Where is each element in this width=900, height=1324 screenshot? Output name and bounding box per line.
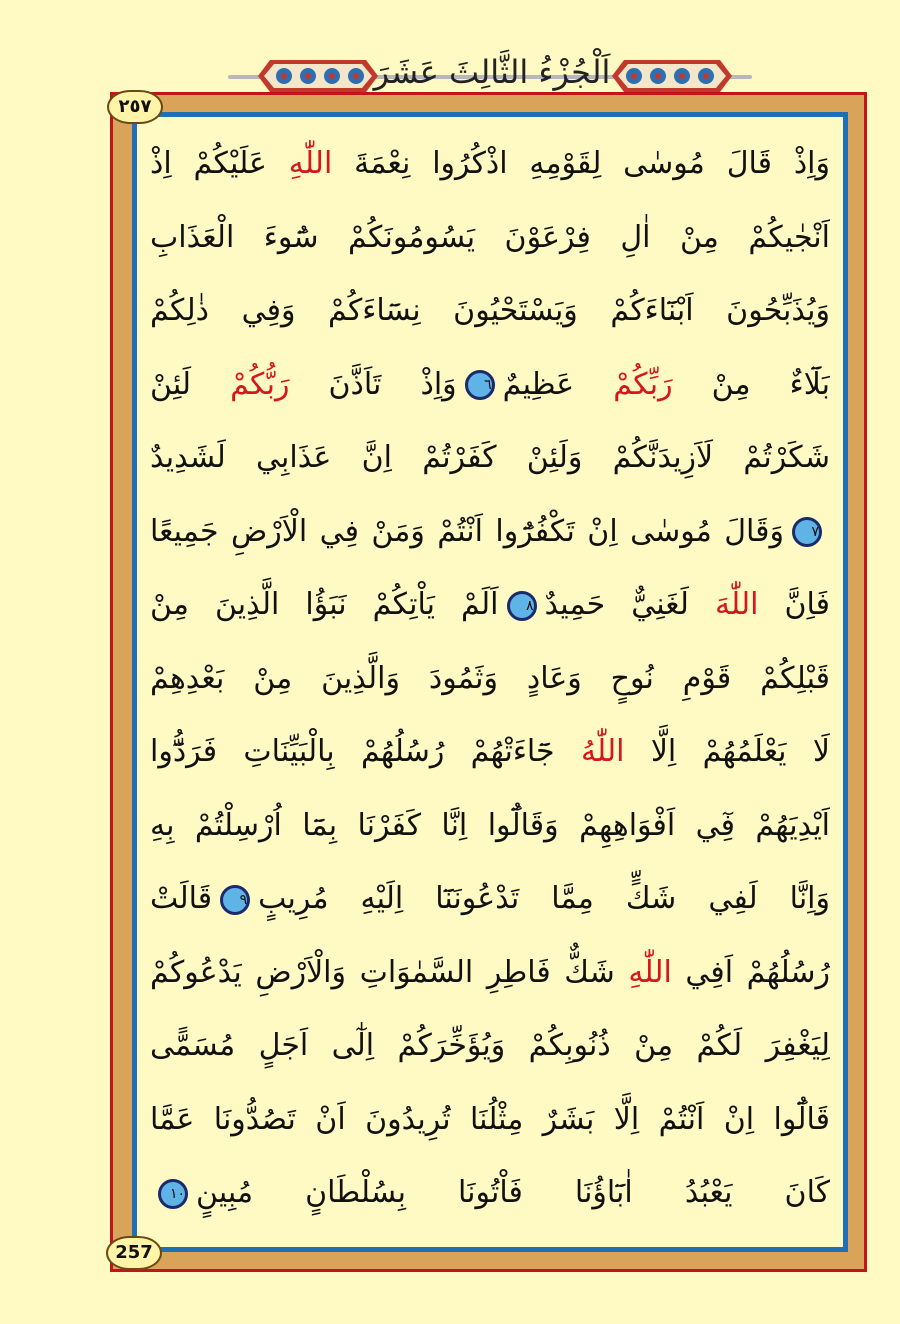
verse-text: قَالُٓوا اِنْ اَنْتُمْ اِلَّا بَشَرٌ مِثْلُنَا تُرِيدُونَ اَنْ تَصُدُّونَا عَمَّا [150, 1101, 830, 1137]
text-line [150, 643, 830, 715]
divine-name: اللّٰهِ [288, 146, 333, 181]
verse-text: عَلَيْكُمْ اِذْ [150, 146, 289, 181]
text-line [150, 422, 830, 494]
verse-text: لَئِنْ [150, 366, 231, 402]
verse-text: وَاِذْ تَاَذَّنَ [289, 366, 457, 402]
verse-text: اَيْدِيَهُمْ فِٓي اَفْوَاهِهِمْ وَقَالُٓوا اِنَّا كَفَرْنَا بِمَٓا اُرْسِلْتُمْ بِهِ [150, 807, 830, 843]
verse-text: وَقَالَ مُوسٰى اِنْ تَكْفُرُٓوا اَنْتُمْ وَمَنْ فِي الْاَرْضِ جَمِيعًا [150, 513, 784, 549]
verse-text: وَاِذْ قَالَ مُوسٰى لِقَوْمِهِ اذْكُرُوا نِعْمَةَ [332, 146, 830, 181]
text-line [150, 863, 830, 935]
text-line [150, 349, 830, 421]
verse-text: جَٓاءَتْهُمْ رُسُلُهُمْ بِالْبَيِّنَاتِ فَرَدُّٓوا [150, 734, 581, 769]
divine-name: رَبُّكُمْ [230, 366, 290, 402]
divine-name: اللّٰهَ [714, 587, 759, 622]
text-line [150, 496, 830, 568]
text-line [150, 790, 830, 862]
page-number-bottom: 257 [106, 1236, 162, 1270]
page-number-top: ٢٥٧ [107, 90, 163, 124]
divine-name: اللّٰهُ [580, 734, 625, 769]
text-line [150, 1010, 830, 1082]
text-line [150, 1084, 830, 1156]
divine-name: اللّٰهِ [628, 954, 672, 990]
verse-text: اَلَمْ يَاْتِكُمْ نَبَؤُا الَّذِينَ مِنْ [150, 587, 499, 622]
verse-text: لَغَنِيٌّ حَمِيدٌ [544, 587, 715, 622]
verse-text: وَاِنَّا لَفِي شَكٍّ مِمَّا تَدْعُونَنَٓا اِلَيْهِ مُرِيبٍ [258, 881, 830, 916]
quran-text-area [150, 128, 830, 1228]
ayah-number-marker: ٦ [465, 370, 495, 400]
text-line [150, 1157, 830, 1229]
juz-title: اَلْجُزْءُ الثَّالِثَ عَشَرَ [373, 53, 611, 91]
header-ornament-left [258, 56, 378, 96]
header-ornament-right [612, 56, 732, 96]
verse-text: اَنْجٰيكُمْ مِنْ اٰلِ فِرْعَوْنَ يَسُومُونَكُمْ سُٓوءَ الْعَذَابِ [150, 219, 830, 255]
verse-text: بَلَٓاءٌ مِنْ [672, 366, 830, 402]
text-line [150, 275, 830, 347]
verse-text: لَا يَعْلَمُهُمْ اِلَّا [624, 734, 830, 769]
verse-text: كَانَ يَعْبُدُ اٰبَٓاؤُنَا فَاْتُونَا بِسُلْطَانٍ مُبِينٍ [196, 1175, 830, 1210]
verse-text: عَظِيمٌ [502, 366, 614, 402]
ayah-number-marker: ٨ [507, 591, 537, 621]
text-line [150, 569, 830, 641]
ayah-number-marker: ١٠ [158, 1179, 188, 1209]
verse-text: شَكَرْتُمْ لَاَزِيدَنَّكُمْ وَلَئِنْ كَفَرْتُمْ اِنَّ عَذَابِي لَشَدِيدٌ [150, 440, 830, 475]
verse-text: فَاِنَّ [758, 587, 830, 622]
ayah-number-marker: ٧ [792, 517, 822, 547]
verse-text: لِيَغْفِرَ لَكُمْ مِنْ ذُنُوبِكُمْ وَيُؤَخِّرَكُمْ اِلٰٓى اَجَلٍ مُسَمًّى [150, 1028, 830, 1063]
text-line [150, 128, 830, 200]
verse-text: قَبْلِكُمْ قَوْمِ نُوحٍ وَعَادٍ وَثَمُودَ وَالَّذِينَ مِنْ بَعْدِهِمْ [150, 660, 830, 696]
text-line [150, 716, 830, 788]
verse-text: وَيُذَبِّحُونَ اَبْنَٓاءَكُمْ وَيَسْتَحْيُونَ نِسَٓاءَكُمْ وَفِي ذٰلِكُمْ [150, 293, 830, 328]
text-line [150, 202, 830, 274]
divine-name: رَبِّكُمْ [613, 366, 673, 402]
verse-text: رُسُلُهُمْ اَفِي [671, 954, 830, 990]
ayah-number-marker: ٩ [220, 885, 250, 915]
verse-text: قَالَتْ [150, 881, 213, 916]
verse-text: شَكٌّ فَاطِرِ السَّمٰوَاتِ وَالْاَرْضِ يَدْعُوكُمْ [150, 954, 629, 990]
text-line [150, 937, 830, 1009]
